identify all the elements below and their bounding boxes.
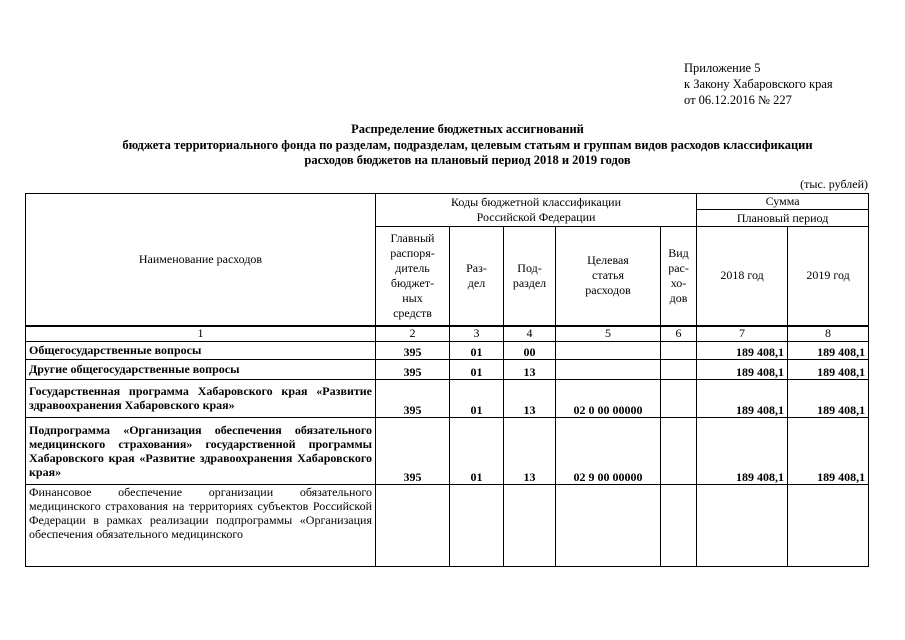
header-name: Наименование расходов	[26, 194, 376, 326]
header-text: распоря-	[390, 245, 435, 260]
header-section	[450, 227, 504, 326]
row-2019: 189 408,1	[788, 379, 869, 417]
header-codes-line-2: Российской Федерации	[476, 210, 596, 224]
budget-table	[25, 193, 869, 567]
header-text: дов	[669, 290, 688, 305]
appendix-reference	[684, 60, 833, 108]
column-number: 2	[376, 326, 450, 342]
table-row	[26, 379, 869, 417]
header-text: Под-	[517, 260, 542, 275]
row-type	[661, 359, 697, 379]
header-text: раздел	[512, 275, 547, 290]
row-section: 01	[450, 379, 504, 417]
row-target	[556, 359, 661, 379]
row-subsection	[504, 484, 556, 566]
row-2018: 189 408,1	[697, 379, 788, 417]
column-number: 6	[661, 326, 697, 342]
row-admin: 395	[376, 379, 450, 417]
column-numbers-row	[26, 326, 869, 342]
row-section: 01	[450, 417, 504, 484]
document-title	[25, 122, 905, 169]
header-text: Целевая	[587, 253, 629, 268]
header-subsection	[504, 227, 556, 326]
table-row	[26, 417, 869, 484]
title-line-1: Распределение бюджетных ассигнований	[351, 122, 584, 136]
column-number: 1	[26, 326, 376, 342]
row-name: Государственная программа Хабаровского края «Развитие здравоохранения Хабаровского края»	[26, 379, 376, 417]
column-number: 4	[504, 326, 556, 342]
table-row	[26, 359, 869, 379]
row-admin: 395	[376, 417, 450, 484]
table-row	[26, 484, 869, 566]
header-main-admin	[376, 227, 450, 326]
row-2018: 189 408,1	[697, 417, 788, 484]
appendix-number: Приложение 5	[684, 61, 761, 75]
row-target	[556, 341, 661, 359]
row-section: 01	[450, 341, 504, 359]
row-2019: 189 408,1	[788, 417, 869, 484]
row-target: 02 9 00 00000	[556, 417, 661, 484]
column-number: 7	[697, 326, 788, 342]
header-text: средств	[393, 305, 432, 320]
header-planned-period: Плановый период	[697, 210, 869, 227]
row-admin: 395	[376, 341, 450, 359]
column-number: 8	[788, 326, 869, 342]
header-codes	[376, 194, 697, 227]
header-text: хо-	[670, 275, 687, 290]
header-text: бюджет-	[390, 275, 435, 290]
header-text: Вид	[668, 245, 689, 260]
row-section	[450, 484, 504, 566]
header-text: статья	[592, 268, 624, 283]
appendix-law: к Закону Хабаровского края	[684, 77, 833, 91]
header-text: ных	[402, 290, 423, 305]
row-name: Финансовое обеспечение организации обязательного медицинского страхования на территориях субъектов Российской Федерации в рамках реализации подпрограммы «Организация обеспечения обязательного медицинского	[26, 484, 376, 566]
appendix-date: от 06.12.2016 № 227	[684, 93, 792, 107]
row-target	[556, 484, 661, 566]
row-name: Другие общегосударственные вопросы	[26, 359, 376, 379]
table-row	[26, 341, 869, 359]
header-sum: Сумма	[697, 194, 869, 210]
title-line-2: бюджета территориального фонда по разделам, подразделам, целевым статьям и группам видов расходов классификации	[122, 137, 813, 152]
row-type	[661, 379, 697, 417]
header-text: Раз-	[466, 260, 487, 275]
column-number: 3	[450, 326, 504, 342]
row-type	[661, 484, 697, 566]
units-label: (тыс. рублей)	[800, 177, 868, 191]
row-2018: 189 408,1	[697, 341, 788, 359]
row-admin	[376, 484, 450, 566]
row-admin: 395	[376, 359, 450, 379]
row-2019	[788, 484, 869, 566]
row-subsection: 13	[504, 417, 556, 484]
header-text: дел	[467, 275, 486, 290]
header-text: дитель	[395, 260, 430, 275]
row-target: 02 0 00 00000	[556, 379, 661, 417]
row-2019: 189 408,1	[788, 341, 869, 359]
row-2019: 189 408,1	[788, 359, 869, 379]
row-type	[661, 417, 697, 484]
row-2018: 189 408,1	[697, 359, 788, 379]
row-type	[661, 341, 697, 359]
header-year-2019: 2019 год	[788, 227, 869, 326]
title-line-3: расходов бюджетов на плановый период 2018 и 2019 годов	[304, 153, 631, 167]
row-subsection: 00	[504, 341, 556, 359]
row-name: Подпрограмма «Организация обеспечения обязательного медицинского страхования» государственной программы Хабаровского края «Развитие здравоохранения Хабаровского края»	[26, 417, 376, 484]
header-year-2018: 2018 год	[697, 227, 788, 326]
header-text: расходов	[585, 283, 631, 298]
row-section: 01	[450, 359, 504, 379]
column-number: 5	[556, 326, 661, 342]
row-subsection: 13	[504, 379, 556, 417]
header-text: рас-	[668, 260, 689, 275]
row-2018	[697, 484, 788, 566]
header-type	[661, 227, 697, 326]
header-target	[556, 227, 661, 326]
header-codes-line-1: Коды бюджетной классификации	[451, 195, 622, 209]
header-text: Главный	[390, 230, 435, 245]
row-subsection: 13	[504, 359, 556, 379]
row-name: Общегосударственные вопросы	[26, 341, 376, 359]
